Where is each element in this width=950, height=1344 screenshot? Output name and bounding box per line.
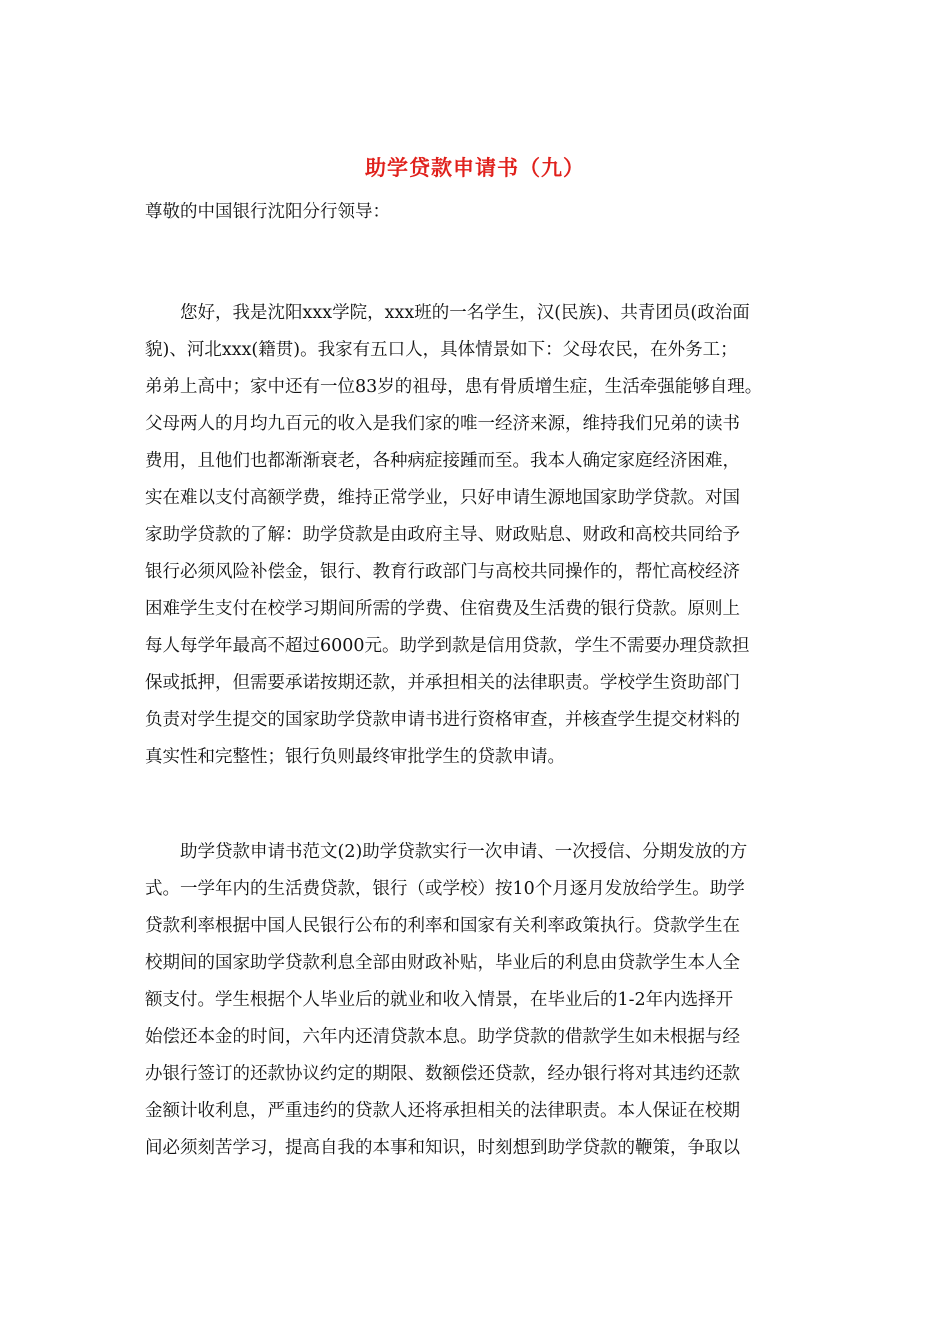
paragraph-2 [145, 834, 815, 1167]
paragraph-line: 父母两人的月均九百元的收入是我们家的唯一经济来源，维持我们兄弟的读书 [145, 414, 740, 434]
paragraph-line: 银行必须风险补偿金，银行、教育行政部门与高校共同操作的，帮忙高校经济 [145, 562, 740, 582]
paragraph-line: 始偿还本金的时间，六年内还清贷款本息。助学贷款的借款学生如未根据与经 [145, 1027, 740, 1047]
paragraph-line: 实在难以支付高额学费，维持正常学业，只好申请生源地国家助学贷款。对国 [145, 488, 740, 508]
paragraph-line: 每人每学年最高不超过6000元。助学到款是信用贷款，学生不需要办理贷款担 [145, 636, 750, 656]
paragraph-line: 校期间的国家助学贷款利息全部由财政补贴，毕业后的利息由贷款学生本人全 [145, 953, 740, 973]
paragraph-line: 助学贷款申请书范文(2)助学贷款实行一次申请、一次授信、分期发放的方 [145, 842, 748, 862]
paragraph-line: 办银行签订的还款协议约定的期限、数额偿还贷款，经办银行将对其违约还款 [145, 1064, 740, 1084]
paragraph-line: 困难学生支付在校学习期间所需的学费、住宿费及生活费的银行贷款。原则上 [145, 599, 740, 619]
paragraph-line: 您好，我是沈阳xxx学院，xxx班的一名学生，汉(民族)、共青团员(政治面 [145, 303, 750, 323]
paragraph-line: 弟弟上高中；家中还有一位83岁的祖母，患有骨质增生症，生活牵强能够自理。 [145, 377, 763, 397]
paragraph-line: 貌)、河北xxx(籍贯)。我家有五口人，具体情景如下：父母农民，在外务工； [145, 340, 738, 360]
paragraph-line: 家助学贷款的了解：助学贷款是由政府主导、财政贴息、财政和高校共同给予 [145, 525, 740, 545]
salutation: 尊敬的中国银行沈阳分行领导： [145, 202, 390, 222]
paragraph-line: 式。一学年内的生活费贷款，银行（或学校）按10个月逐月发放给学生。助学 [145, 879, 745, 899]
paragraph-line: 间必须刻苦学习，提高自我的本事和知识，时刻想到助学贷款的鞭策，争取以 [145, 1138, 740, 1158]
paragraph-line: 金额计收利息，严重违约的贷款人还将承担相关的法律职责。本人保证在校期 [145, 1101, 740, 1121]
document-title: 助学贷款申请书（九） [365, 155, 585, 180]
paragraph-line: 保或抵押，但需要承诺按期还款，并承担相关的法律职责。学校学生资助部门 [145, 673, 740, 693]
paragraph-line: 真实性和完整性；银行负则最终审批学生的贷款申请。 [145, 747, 565, 767]
paragraph-line: 负责对学生提交的国家助学贷款申请书进行资格审查，并核查学生提交材料的 [145, 710, 740, 730]
paragraph-line: 费用，且他们也都渐渐衰老，各种病症接踵而至。我本人确定家庭经济困难， [145, 451, 740, 471]
paragraph-line: 贷款利率根据中国人民银行公布的利率和国家有关利率政策执行。贷款学生在 [145, 916, 740, 936]
paragraph-1 [145, 295, 815, 776]
paragraph-line: 额支付。学生根据个人毕业后的就业和收入情景，在毕业后的1-2年内选择开 [145, 990, 734, 1010]
